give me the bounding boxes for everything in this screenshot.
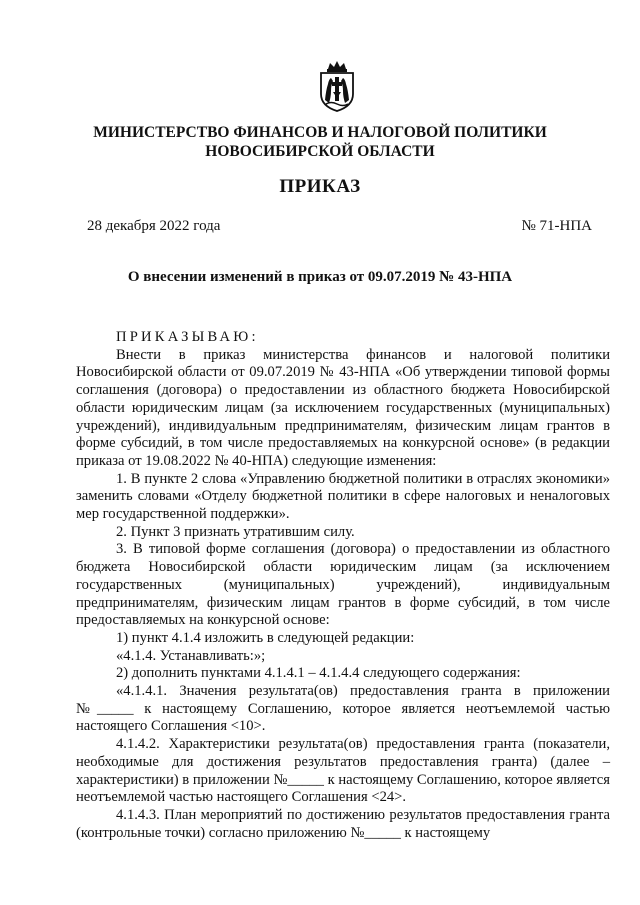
document-type: ПРИКАЗ	[279, 176, 361, 197]
document-subject: О внесении изменений в приказ от 09.07.2019 № 43-НПА	[127, 269, 513, 285]
body-paragraph: 2) дополнить пунктами 4.1.4.1 – 4.1.4.4 следующего содержания:	[116, 665, 521, 682]
body-paragraph: 1) пункт 4.1.4 изложить в следующей редакции:	[116, 629, 415, 646]
ministry-name	[40, 123, 600, 161]
document-body	[76, 329, 610, 842]
body-paragraph: 3. В типовой форме соглашения (договора) о предоставлении из областного бюджета Новосибирской области юридическим лицам (за исключением государственных (муниципальных) учреждений), индивидуальным предпринимателям, физическим лицам грантов в форме субсидий, в том числе предоставляемых на конкурсной основе:	[76, 541, 610, 629]
document-number: № 71-НПА	[521, 218, 592, 234]
body-paragraph: 4.1.4.2. Характеристики результата(ов) предоставления гранта (показатели, необходимые для достижения результатов предоставления гранта) (далее – характеристики) в приложении №_____ к настоящему Соглашению, которое является неотъемлемой частью настоящего Соглашения <24>.	[76, 736, 610, 806]
body-paragraph: «4.1.4. Устанавливать:»;	[116, 647, 266, 664]
body-paragraph: «4.1.4.1. Значения результата(ов) предоставления гранта в приложении №_____ к настоящему Соглашению, которое является неотъемлемой частью настоящего Соглашения <10>.	[76, 683, 610, 735]
ministry-line-2: НОВОСИБИРСКОЙ ОБЛАСТИ	[205, 143, 435, 160]
order-keyword: ПРИКАЗЫВАЮ:	[116, 329, 259, 345]
body-paragraph: 2. Пункт 3 признать утратившим силу.	[116, 523, 355, 540]
body-paragraph: Внести в приказ министерства финансов и налоговой политики Новосибирской области от 09.07.2019 № 43-НПА «Об утверждении типовой формы соглашения (договора) о предоставлении из областного бюджета Новосибирской области юридическим лицам (за исключением государственных (муниципальных) учреждений), индивидуальным предпринимателям, физическим лицам грантов в форме субсидий, в том числе предоставляемых на конкурсной основе» (в редакции приказа от 19.08.2022 № 40-НПА) следующие изменения:	[76, 346, 610, 469]
document-date: 28 декабря 2022 года	[87, 218, 221, 234]
coat-of-arms-icon	[316, 60, 358, 112]
ministry-line-1: МИНИСТЕРСТВО ФИНАНСОВ И НАЛОГОВОЙ ПОЛИТИКИ	[93, 124, 547, 141]
body-paragraph: 1. В пункте 2 слова «Управлению бюджетной политики в отраслях экономики» заменить словами «Отделу бюджетной политики в сфере налоговых и неналоговых мер государственной поддержки».	[76, 470, 610, 523]
body-paragraph: 4.1.4.3. План мероприятий по достижению результатов предоставления гранта (контрольные точки) согласно приложению №_____ к настоящему	[76, 806, 610, 841]
